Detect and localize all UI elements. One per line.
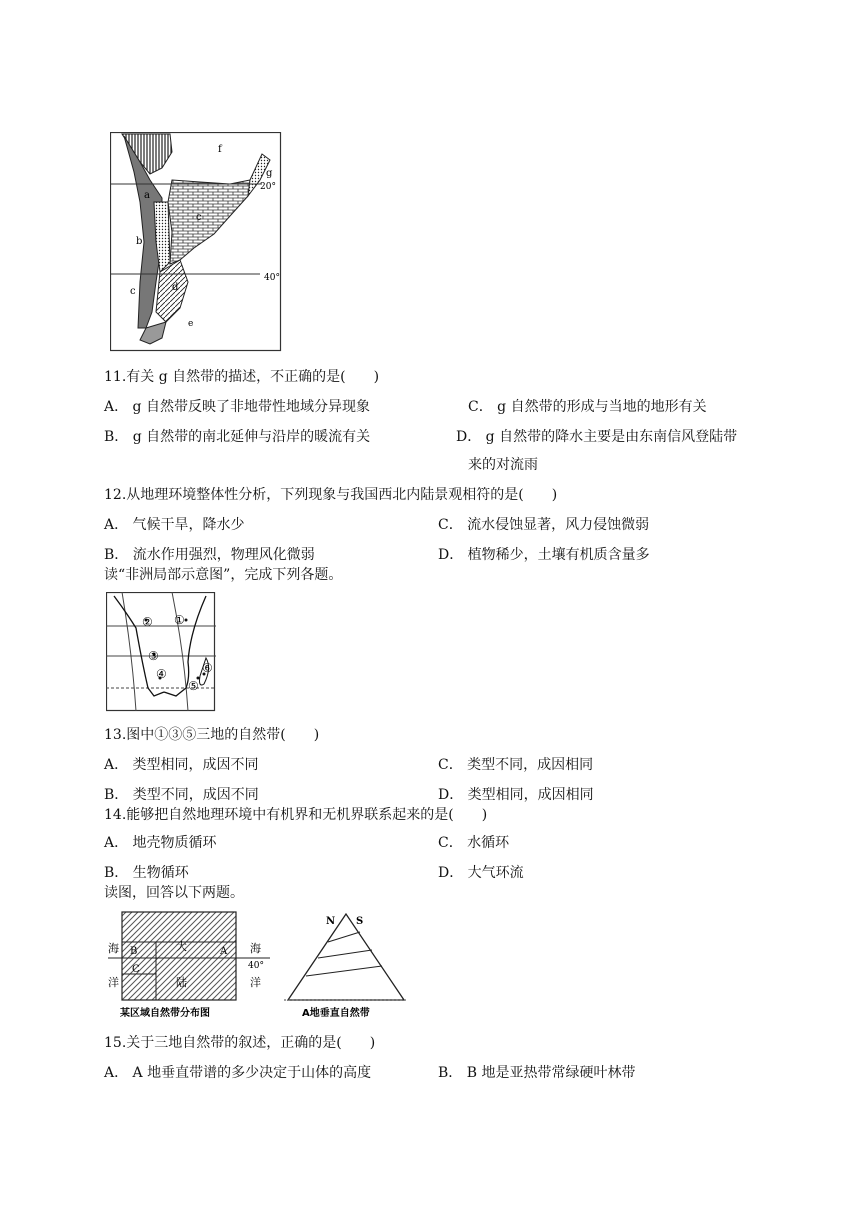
q12-option-b[interactable]: B． 流水作用强烈，物理风化微弱 bbox=[104, 547, 315, 563]
q15-option-b[interactable]: B． B 地是亚热带常绿硬叶林带 bbox=[438, 1065, 636, 1081]
label-lat20: 20° bbox=[260, 182, 276, 192]
q11-stem: 11.有关 g 自然带的描述，不正确的是( ) bbox=[104, 369, 380, 385]
label-p1: ① bbox=[174, 613, 185, 627]
label-e: e bbox=[188, 319, 194, 329]
q13-option-b[interactable]: B． 类型不同，成因不同 bbox=[104, 787, 259, 803]
q14-stem: 14.能够把自然地理环境中有机界和无机界联系起来的是( ) bbox=[104, 807, 488, 823]
q14-option-a[interactable]: A． 地壳物质循环 bbox=[104, 835, 217, 851]
label-N: N bbox=[326, 916, 336, 927]
q11-option-d-cont: 来的对流雨 bbox=[468, 457, 538, 473]
label-S: S bbox=[356, 916, 364, 927]
caption-region-map: 某区域自然带分布图 bbox=[120, 1008, 210, 1019]
label-B: B bbox=[130, 946, 138, 957]
south-america-zones-map bbox=[110, 132, 282, 352]
label-p6: ⑥ bbox=[202, 661, 213, 675]
africa-partial-map bbox=[106, 592, 216, 712]
q12-option-a[interactable]: A． 气候干旱，降水少 bbox=[104, 517, 245, 533]
label-sea-left-2: 洋 bbox=[108, 976, 119, 989]
q11-option-c[interactable]: C． g 自然带的形成与当地的地形有关 bbox=[468, 399, 707, 415]
vertical-zones-diagram bbox=[284, 910, 408, 1022]
q15-option-a[interactable]: A． A 地垂直带谱的多少决定于山体的高度 bbox=[104, 1065, 372, 1081]
label-sea-right-2: 洋 bbox=[250, 976, 261, 989]
q14-option-c[interactable]: C． 水循环 bbox=[438, 835, 510, 851]
label-d: d bbox=[172, 282, 179, 293]
label-C: C bbox=[132, 964, 140, 975]
q12-stem: 12.从地理环境整体性分析，下列现象与我国西北内陆景观相符的是( ) bbox=[104, 487, 558, 503]
q13-stem: 13.图中①③⑤三地的自然带( ) bbox=[104, 727, 320, 743]
label-sea-right-1: 海 bbox=[250, 942, 261, 955]
q11-option-d[interactable]: D． g 自然带的降水主要是由东南信风登陆带 bbox=[456, 429, 738, 445]
q15-stem: 15.关于三地自然带的叙述，正确的是( ) bbox=[104, 1035, 376, 1051]
label-lat40: 40° bbox=[264, 273, 280, 283]
label-p5: ⑤ bbox=[188, 679, 199, 693]
label-c-inner: c bbox=[196, 212, 202, 223]
label-p4: ④ bbox=[156, 667, 167, 681]
label-g: g bbox=[266, 168, 273, 179]
q13-option-a[interactable]: A． 类型相同，成因不同 bbox=[104, 757, 259, 773]
q12-option-d[interactable]: D． 植物稀少，土壤有机质含量多 bbox=[438, 547, 650, 563]
label-b: b bbox=[136, 236, 143, 247]
label-f: f bbox=[218, 144, 222, 155]
label-p2: ② bbox=[142, 615, 153, 629]
label-c: c bbox=[130, 286, 136, 297]
label-continent-1: 大 bbox=[176, 940, 187, 953]
label-A: A bbox=[220, 946, 228, 957]
q11-option-b[interactable]: B． g 自然带的南北延伸与沿岸的暖流有关 bbox=[104, 429, 371, 445]
region-zone-map bbox=[104, 910, 274, 1022]
intro-figures: 读图，回答以下两题。 bbox=[104, 885, 244, 901]
q14-option-b[interactable]: B． 生物循环 bbox=[104, 865, 189, 881]
label-sea-left-1: 海 bbox=[108, 942, 119, 955]
q11-option-a[interactable]: A． g 自然带反映了非地带性地域分异现象 bbox=[104, 399, 370, 415]
q12-option-c[interactable]: C． 流水侵蚀显著，风力侵蚀微弱 bbox=[438, 517, 650, 533]
q14-option-d[interactable]: D． 大气环流 bbox=[438, 865, 524, 881]
label-p3: ③ bbox=[148, 649, 159, 663]
label-lat40-region: 40° bbox=[248, 961, 264, 971]
caption-vertical-zones: A地垂直自然带 bbox=[302, 1008, 370, 1019]
intro-africa: 读“非洲局部示意图”，完成下列各题。 bbox=[104, 567, 343, 583]
label-continent-2: 陆 bbox=[176, 976, 187, 989]
q13-option-c[interactable]: C． 类型不同，成因相同 bbox=[438, 757, 594, 773]
q13-option-d[interactable]: D． 类型相同，成因相同 bbox=[438, 787, 594, 803]
label-a: a bbox=[144, 190, 150, 201]
